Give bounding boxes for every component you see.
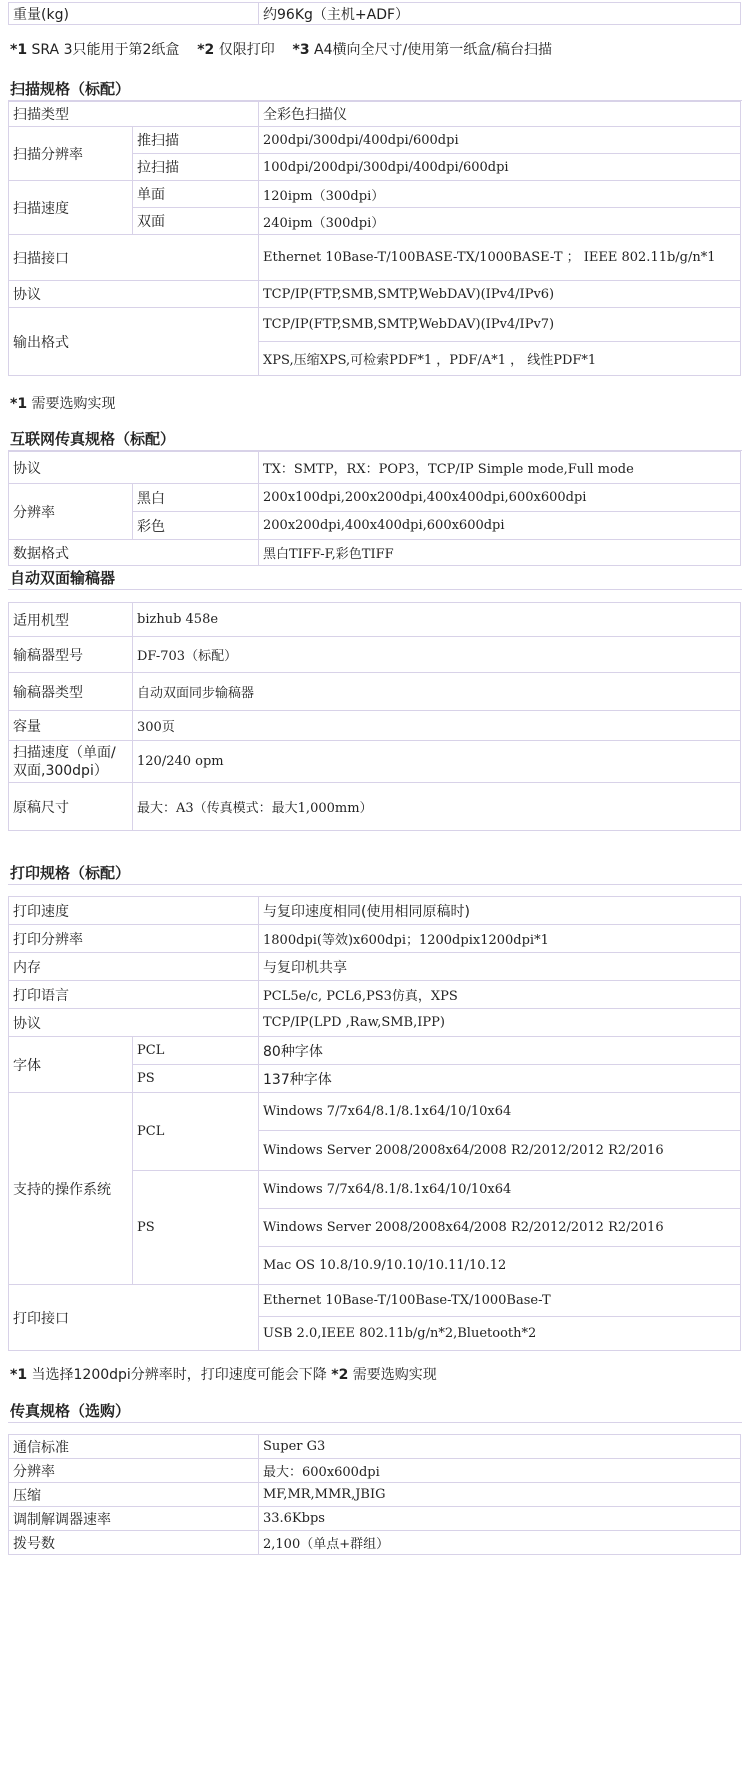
row-label: 扫描速度（单面/双面,300dpi） <box>9 741 133 783</box>
footnote-text: A4横向全尺寸/使用第一纸盒/稿台扫描 <box>309 42 552 58</box>
row-label: 分辨率 <box>9 484 133 540</box>
table-row <box>9 127 741 154</box>
row-value: 与复印速度相同(使用相同原稿时) <box>259 897 741 925</box>
row-label: 字体 <box>9 1037 133 1093</box>
row-label: 内存 <box>9 953 259 981</box>
footnote-text: 需要选购实现 <box>27 396 116 412</box>
weight-label: 重量(kg) <box>9 3 259 25</box>
row-value: 80种字体 <box>259 1037 741 1065</box>
row-value: 自动双面同步输稿器 <box>133 673 741 711</box>
section-heading-fax: 传真规格（选购） <box>8 1400 742 1423</box>
row-value: 2,100（单点+群组） <box>259 1531 741 1555</box>
row-label: 打印语言 <box>9 981 259 1009</box>
table-row <box>9 711 741 741</box>
footnote-top <box>8 40 742 60</box>
row-value: 100dpi/200dpi/300dpi/400dpi/600dpi <box>259 154 741 181</box>
row-value: 300页 <box>133 711 741 741</box>
row-label: 扫描分辨率 <box>9 127 133 181</box>
row-label: 容量 <box>9 711 133 741</box>
row-label: 调制解调器速率 <box>9 1507 259 1531</box>
sub-label: 单面 <box>133 181 259 208</box>
row-label: 输出格式 <box>9 308 259 376</box>
row-value: MF,MR,MMR,JBIG <box>259 1483 741 1507</box>
row-value: 200dpi/300dpi/400dpi/600dpi <box>259 127 741 154</box>
sub-label: 拉扫描 <box>133 154 259 181</box>
row-value: 200x100dpi,200x200dpi,400x400dpi,600x600dpi <box>259 484 741 512</box>
sub-label: 推扫描 <box>133 127 259 154</box>
table-row <box>9 1037 741 1065</box>
section-heading-ifax: 互联网传真规格（标配） <box>8 428 742 451</box>
row-label: 输稿器型号 <box>9 637 133 673</box>
table-row <box>9 925 741 953</box>
row-label: 支持的操作系统 <box>9 1093 133 1285</box>
row-value: 33.6Kbps <box>259 1507 741 1531</box>
row-label: 扫描速度 <box>9 181 133 235</box>
row-value: Ethernet 10Base-T/100BASE-TX/1000BASE-T ； IEEE 802.11b/g/n*1 <box>259 235 741 281</box>
row-value: 最大：A3（传真模式：最大1,000mm） <box>133 783 741 831</box>
table-row <box>9 1483 741 1507</box>
row-value: USB 2.0,IEEE 802.11b/g/n*2,Bluetooth*2 <box>259 1317 741 1351</box>
row-value: 240ipm（300dpi） <box>259 208 741 235</box>
row-value: Ethernet 10Base-T/100Base-TX/1000Base-T <box>259 1285 741 1317</box>
row-label: 打印分辨率 <box>9 925 259 953</box>
sub-label: 彩色 <box>133 512 259 540</box>
row-label: 数据格式 <box>9 540 259 566</box>
row-value: bizhub 458e <box>133 603 741 637</box>
table-row <box>9 1531 741 1555</box>
row-value: 黑白TIFF-F,彩色TIFF <box>259 540 741 566</box>
footnote-text: 当选择1200dpi分辨率时，打印速度可能会下降 <box>27 1367 332 1383</box>
row-value: TX：SMTP，RX：POP3，TCP/IP Simple mode,Full mode <box>259 452 741 484</box>
row-label: 协议 <box>9 452 259 484</box>
table-row <box>9 181 741 208</box>
table-row <box>9 603 741 637</box>
table-row <box>9 673 741 711</box>
table-row <box>9 1285 741 1317</box>
row-value: Mac OS 10.8/10.9/10.10/10.11/10.12 <box>259 1247 741 1285</box>
row-value: 120/240 opm <box>133 741 741 783</box>
row-value: XPS,压缩XPS,可检索PDF*1 ，PDF/A*1 ， 线性PDF*1 <box>259 342 741 376</box>
row-value: 200x200dpi,400x400dpi,600x600dpi <box>259 512 741 540</box>
row-label: 输稿器类型 <box>9 673 133 711</box>
row-value: PCL5e/c, PCL6,PS3仿真，XPS <box>259 981 741 1009</box>
row-label: 打印接口 <box>9 1285 259 1351</box>
footnote-scan <box>8 394 742 414</box>
row-label: 打印速度 <box>9 897 259 925</box>
table-row <box>9 741 741 783</box>
table-row <box>9 1435 741 1459</box>
table-row <box>9 102 741 127</box>
scan-spec-table <box>8 101 741 376</box>
section-heading-print: 打印规格（标配） <box>8 862 742 885</box>
footnote-mark: *1 <box>10 396 28 412</box>
footnote-mark: *2 <box>331 1367 349 1383</box>
table-row <box>9 235 741 281</box>
table-row <box>9 783 741 831</box>
table-row <box>9 1093 741 1131</box>
row-value: 与复印机共享 <box>259 953 741 981</box>
row-label: 扫描接口 <box>9 235 259 281</box>
sub-label: 双面 <box>133 208 259 235</box>
table-row <box>9 953 741 981</box>
table-row <box>9 1009 741 1037</box>
sub-label: PCL <box>133 1093 259 1171</box>
weight-value: 约96Kg（主机+ADF） <box>259 3 741 25</box>
footnote-print <box>8 1365 742 1385</box>
table-row <box>9 897 741 925</box>
footnote-mark: *1 <box>10 1367 28 1383</box>
footnote-mark: *1 <box>10 42 28 58</box>
row-value: 120ipm（300dpi） <box>259 181 741 208</box>
ifax-spec-table <box>8 451 741 566</box>
footnote-mark: *3 <box>292 42 310 58</box>
fax-spec-table <box>8 1434 741 1555</box>
table-row <box>9 308 741 342</box>
footnote-mark: *2 <box>197 42 215 58</box>
weight-table <box>8 2 741 25</box>
sub-label: PS <box>133 1171 259 1285</box>
row-label: 拨号数 <box>9 1531 259 1555</box>
footnote-text: SRA 3只能用于第2纸盒 <box>27 42 180 58</box>
row-value: DF-703（标配） <box>133 637 741 673</box>
footnote-text: 仅限打印 <box>214 42 275 58</box>
row-value: TCP/IP(LPD ,Raw,SMB,IPP) <box>259 1009 741 1037</box>
footnote-text: 需要选购实现 <box>348 1367 437 1383</box>
row-value: Windows 7/7x64/8.1/8.1x64/10/10x64 <box>259 1093 741 1131</box>
table-row <box>9 981 741 1009</box>
row-value: 最大：600x600dpi <box>259 1459 741 1483</box>
print-spec-table <box>8 896 741 1351</box>
section-heading-scan: 扫描规格（标配） <box>8 78 742 101</box>
sub-label: 黑白 <box>133 484 259 512</box>
table-row <box>9 281 741 308</box>
row-label: 原稿尺寸 <box>9 783 133 831</box>
row-value: 1800dpi(等效)x600dpi；1200dpix1200dpi*1 <box>259 925 741 953</box>
row-label: 压缩 <box>9 1483 259 1507</box>
table-row <box>9 1459 741 1483</box>
row-value: 137种字体 <box>259 1065 741 1093</box>
row-label: 分辨率 <box>9 1459 259 1483</box>
row-value: TCP/IP(FTP,SMB,SMTP,WebDAV)(IPv4/IPv6) <box>259 281 741 308</box>
row-label: 扫描类型 <box>9 102 259 127</box>
row-label: 协议 <box>9 1009 259 1037</box>
row-value: Windows 7/7x64/8.1/8.1x64/10/10x64 <box>259 1171 741 1209</box>
row-label: 通信标准 <box>9 1435 259 1459</box>
adf-spec-table <box>8 602 741 831</box>
sub-label: PS <box>133 1065 259 1093</box>
row-value: 全彩色扫描仪 <box>259 102 741 127</box>
table-row <box>9 637 741 673</box>
row-value: Super G3 <box>259 1435 741 1459</box>
table-row <box>9 452 741 484</box>
table-row <box>9 484 741 512</box>
row-value: Windows Server 2008/2008x64/2008 R2/2012/2012 R2/2016 <box>259 1209 741 1247</box>
table-row <box>9 1507 741 1531</box>
row-label: 协议 <box>9 281 259 308</box>
table-row <box>9 540 741 566</box>
row-value: TCP/IP(FTP,SMB,SMTP,WebDAV)(IPv4/IPv7) <box>259 308 741 342</box>
section-heading-adf: 自动双面输稿器 <box>8 567 742 590</box>
row-label: 适用机型 <box>9 603 133 637</box>
row-value: Windows Server 2008/2008x64/2008 R2/2012/2012 R2/2016 <box>259 1131 741 1171</box>
sub-label: PCL <box>133 1037 259 1065</box>
table-row <box>9 3 741 25</box>
